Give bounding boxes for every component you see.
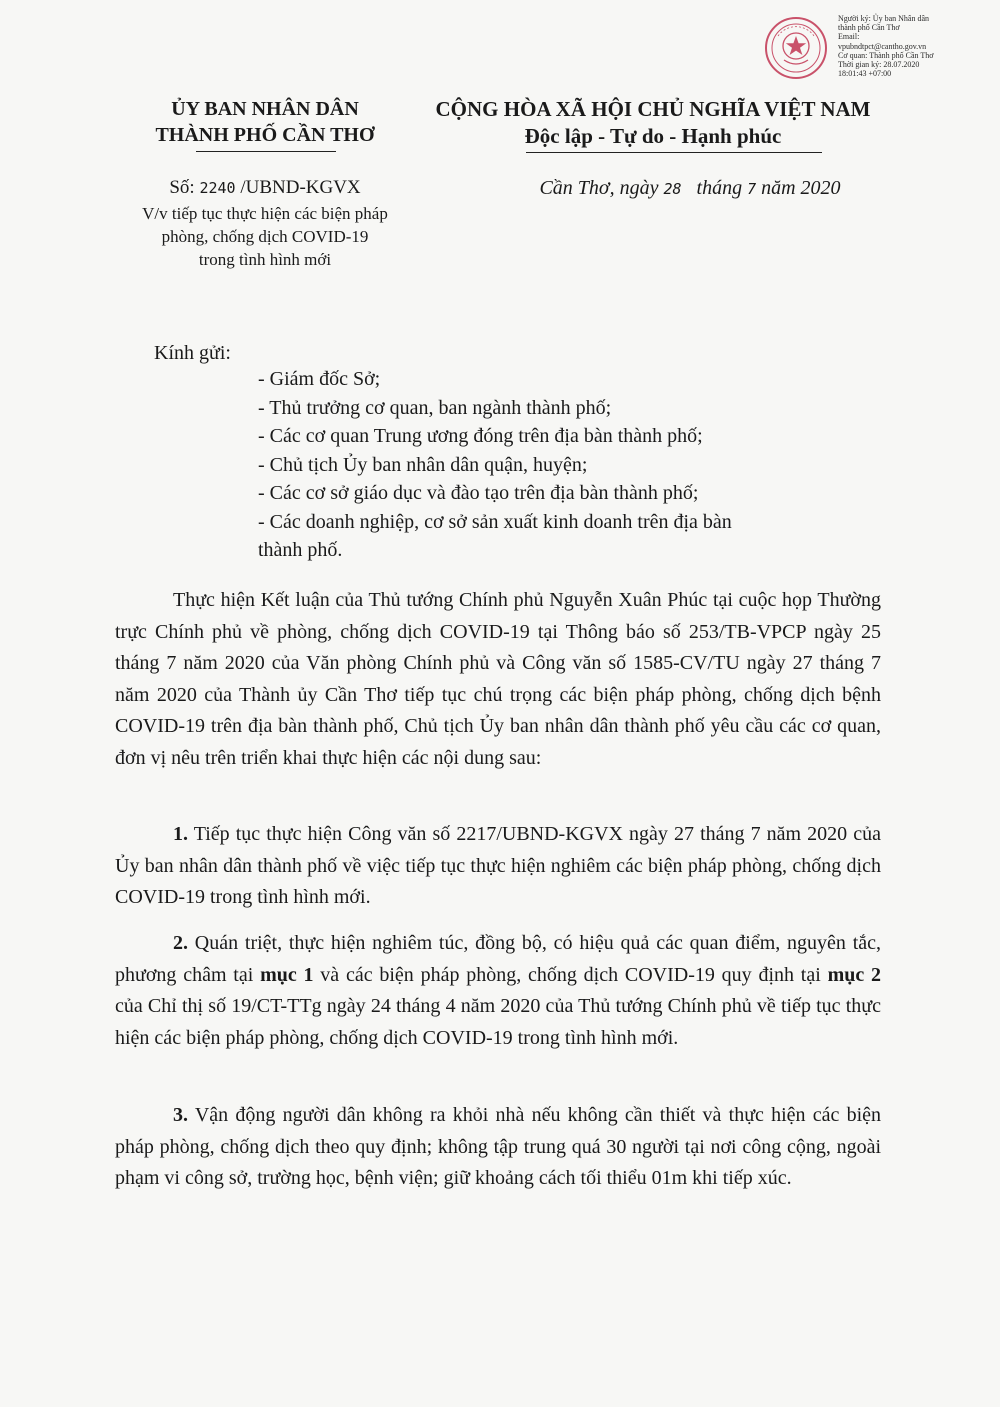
item-text: Quán triệt, thực hiện nghiêm túc, đồng bộ, có hiệu quả các quan điểm, nguyên tắc, phương châm tại <box>115 932 882 986</box>
item-emphasis: mục 2 <box>827 963 882 986</box>
motto-underline <box>526 152 822 153</box>
subject-line: V/v tiếp tục thực hiện các biện pháp <box>142 204 388 223</box>
item-1-paragraph <box>115 819 881 914</box>
recipient-list <box>258 365 858 565</box>
place-label: Cần Thơ, ngày <box>539 177 659 199</box>
place-and-date <box>440 175 940 202</box>
document-number <box>120 176 410 200</box>
issuing-authority <box>120 96 410 148</box>
signature-line: vpubndtpct@cantho.gov.vn <box>838 41 927 51</box>
recipient-item: - Các cơ sở giáo dục và đào tạo trên địa bàn thành phố; <box>258 482 699 504</box>
recipient-item: - Các cơ quan Trung ương đóng trên địa bàn thành phố; <box>258 425 703 447</box>
recipient-item: - Các doanh nghiệp, cơ sở sản xuất kinh doanh trên địa bàn <box>258 510 732 533</box>
day-handwritten: 28 <box>663 180 682 198</box>
recipient-item: - Thủ trưởng cơ quan, ban ngành thành phố; <box>258 396 612 419</box>
national-motto: Độc lập - Tự do - Hạnh phúc <box>524 124 782 148</box>
item-3-paragraph <box>115 1100 881 1195</box>
authority-line-2: THÀNH PHỐ CẦN THƠ <box>155 124 375 146</box>
signature-line: 18:01:43 +07:00 <box>838 69 892 79</box>
signature-line: Cơ quan: Thành phố Cần Thơ <box>838 50 934 60</box>
year-label: năm 2020 <box>761 177 841 199</box>
recipient-item: - Chủ tịch Ủy ban nhân dân quận, huyện; <box>258 453 588 476</box>
doc-number-suffix: /UBND-KGVX <box>240 177 361 198</box>
item-2-paragraph <box>115 928 881 1054</box>
item-text: và các biện pháp phòng, chống dịch COVID-19 quy định tại <box>320 963 821 986</box>
item-text: Vận động người dân không ra khỏi nhà nếu không cần thiết và thực hiện các biện pháp phòng, chống dịch theo quy định; không tập trung quá 30 người tại nơi công cộng, ngoài phạm vi công sở, trường học, bệnh viện; giữ khoảng cách tối thiểu 01m khi tiếp xúc. <box>115 1104 882 1189</box>
signature-line: thành phố Cần Thơ <box>838 23 900 33</box>
national-title <box>408 96 898 150</box>
subject-line: trong tình hình mới <box>198 250 332 269</box>
signature-line: Email: <box>838 32 860 42</box>
doc-number-prefix: Số: <box>169 177 195 198</box>
country-name: CỘNG HÒA XÃ HỘI CHỦ NGHĨA VIỆT NAM <box>435 97 871 121</box>
document-subject <box>120 202 410 271</box>
state-emblem-seal-icon <box>764 16 828 80</box>
recipient-item: thành phố. <box>258 539 343 561</box>
recipient-item: - Giám đốc Sở; <box>258 368 381 390</box>
item-text: của Chỉ thị số 19/CT-TTg ngày 24 tháng 4 năm 2020 của Thủ tướng Chính phủ về tiếp tục thực hiện các biện pháp phòng, chống dịch COVID-19 trong tình hình mới. <box>115 995 881 1049</box>
authority-underline <box>196 151 336 152</box>
authority-line-1: ỦY BAN NHÂN DÂN <box>171 98 359 120</box>
item-number: 2. <box>173 932 188 954</box>
signature-line: Thời gian ký: 28.07.2020 <box>838 60 920 70</box>
month-label: tháng <box>696 177 743 199</box>
item-text: Tiếp tục thực hiện Công văn số 2217/UBND-KGVX ngày 27 tháng 7 năm 2020 của Ủy ban nhân dân thành phố về việc tiếp tục thực hiện nghiêm các biện pháp phòng, chống dịch COVID-19 trong tình hình mới. <box>115 823 882 908</box>
doc-number-handwritten: 2240 <box>199 179 236 197</box>
item-number: 3. <box>173 1104 188 1126</box>
greeting: Kính gửi: <box>154 342 231 364</box>
signature-line: Người ký: Ủy ban Nhân dân <box>838 14 929 23</box>
item-number: 1. <box>173 823 188 845</box>
intro-paragraph: Thực hiện Kết luận của Thủ tướng Chính phủ Nguyễn Xuân Phúc tại cuộc họp Thường trực Chính phủ về phòng, chống dịch COVID-19 tại Thông báo số 253/TB-VPCP ngày 25 tháng 7 năm 2020 của Văn phòng Chính phủ và Công văn số 1585-CV/TU ngày 27 tháng 7 năm 2020 của Thành ủy Cần Thơ tiếp tục chú trọng các biện pháp phòng, chống dịch bệnh COVID-19 trên địa bàn thành phố, Chủ tịch Ủy ban nhân dân thành phố yêu cầu các cơ quan, đơn vị nêu trên triển khai thực hiện các nội dung sau: <box>115 589 881 769</box>
digital-signature-info <box>838 14 998 78</box>
item-emphasis: mục 1 <box>260 963 314 986</box>
month-handwritten: 7 <box>747 180 757 198</box>
subject-line: phòng, chống dịch COVID-19 <box>161 227 369 246</box>
